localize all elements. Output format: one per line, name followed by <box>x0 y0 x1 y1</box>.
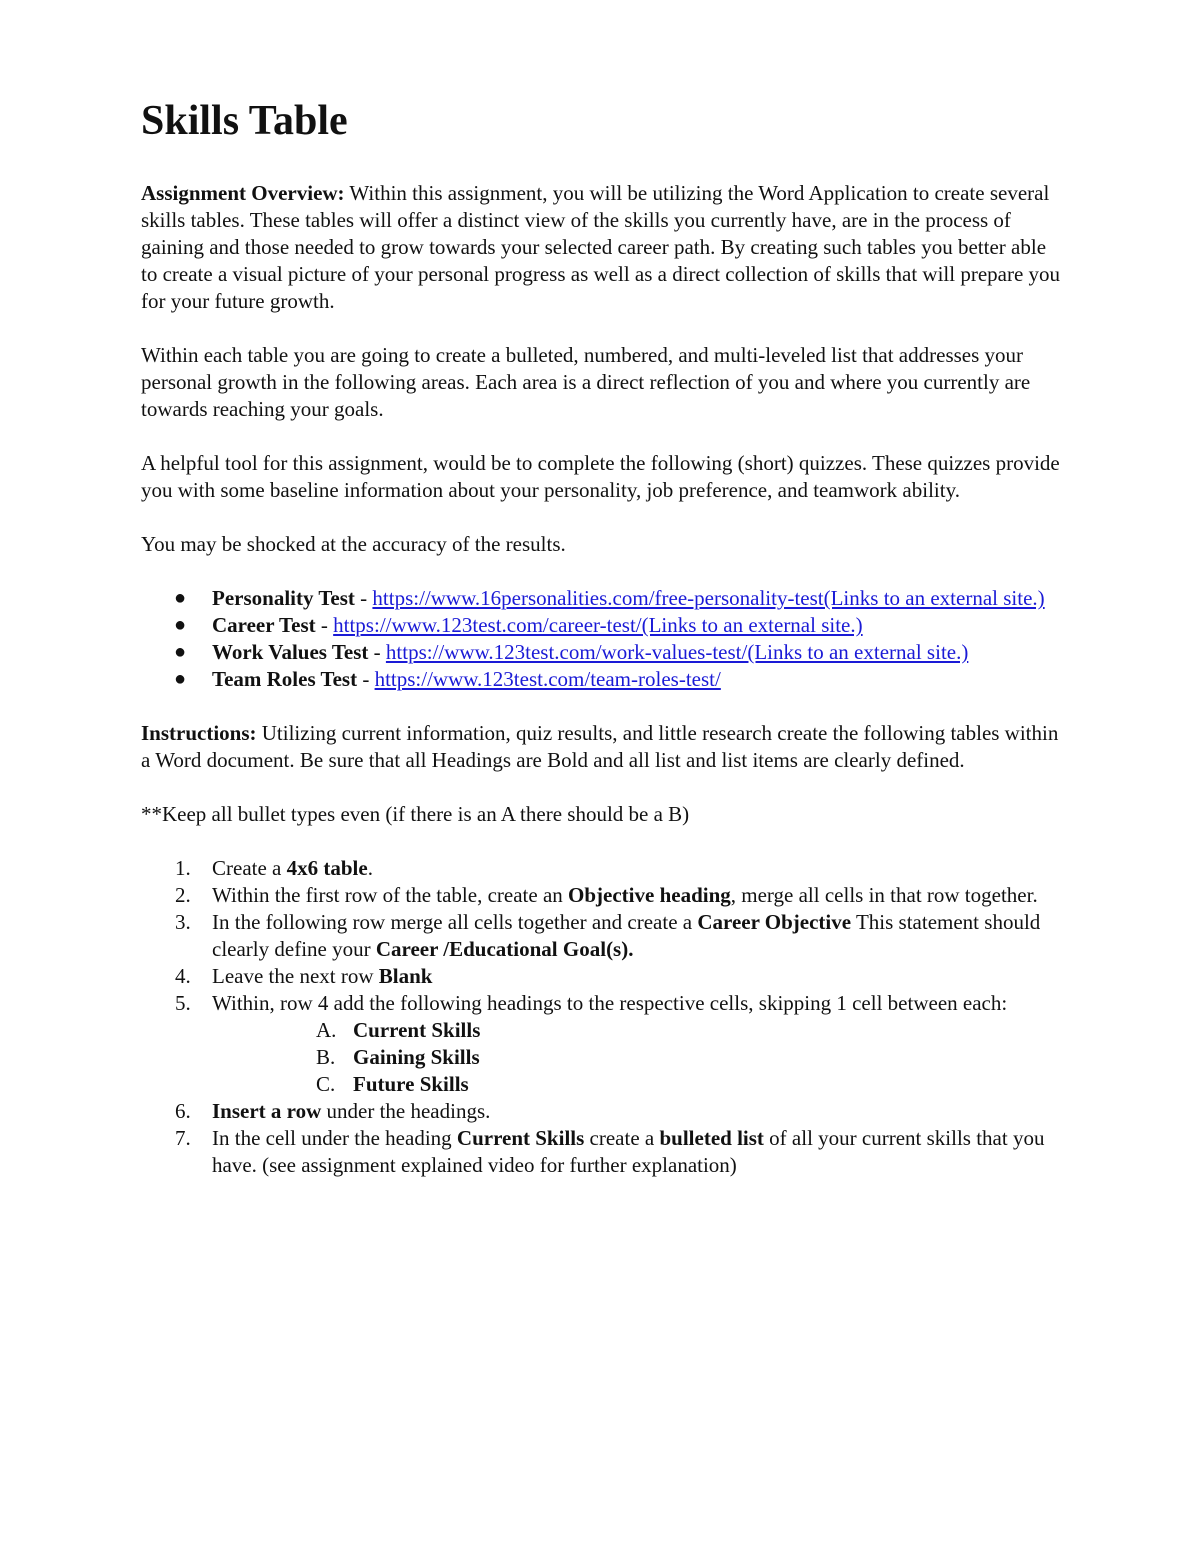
instructions-text: Utilizing current information, quiz results, and little research create the following tables within a Word document. Be sure that all Headings are Bold and all list and list items are clearly defined. <box>141 721 1059 772</box>
step-6 <box>141 1098 1061 1125</box>
accuracy-paragraph: You may be shocked at the accuracy of the results. <box>141 532 566 556</box>
overview-text: Within this assignment, you will be utilizing the Word Application to create several skills tables. These tables will offer a distinct view of the skills you currently have, are in the process of gaining and those needed to grow towards your selected career path. By creating such tables you better able to create a visual picture of your personal progress as well as a direct collection of skills that will prepare you for your future growth. <box>141 181 1061 313</box>
step-bold-text: Career /Educational Goal(s). <box>375 937 634 961</box>
personality-test-link[interactable]: https://www.16personalities.com/free-personality-test(Links to an external site.) <box>372 586 1045 610</box>
step-text: Leave the next row <box>212 964 379 988</box>
steps-list-continued <box>141 1098 1061 1179</box>
step-number: 7. <box>175 1126 191 1150</box>
steps-list <box>141 855 1061 1017</box>
test-name: Personality Test <box>212 586 355 610</box>
step-number: 6. <box>175 1099 191 1123</box>
headings-sublist <box>141 1017 1061 1098</box>
instructions-label: Instructions: <box>141 721 257 745</box>
sublist-item-gaining-skills <box>141 1044 1061 1071</box>
instructions-paragraph <box>141 720 1061 774</box>
document-body <box>141 96 1061 1179</box>
test-separator: - <box>368 640 386 664</box>
step-text: create a <box>584 1126 660 1150</box>
sublist-text: Gaining Skills <box>353 1045 480 1069</box>
test-name: Team Roles Test <box>212 667 358 691</box>
bullet-icon: ● <box>174 587 187 609</box>
assignment-overview-paragraph <box>141 180 1061 315</box>
bullet-types-note: **Keep all bullet types even (if there is an A there should be a B) <box>141 802 690 826</box>
work-values-test-link[interactable]: https://www.123test.com/work-values-test/(Links to an external site.) <box>385 640 969 664</box>
test-link-list <box>141 585 1061 693</box>
step-number: 4. <box>175 964 191 988</box>
sublist-letter: C. <box>316 1072 336 1096</box>
step-bold-text: Insert a row <box>212 1099 322 1123</box>
list-item-career-test <box>141 612 1061 639</box>
step-text: In the cell under the heading <box>212 1126 457 1150</box>
sublist-text: Current Skills <box>353 1018 481 1042</box>
step-number: 5. <box>175 991 191 1015</box>
step-number: 3. <box>175 910 191 934</box>
sublist-item-current-skills <box>141 1017 1061 1044</box>
bullet-icon: ● <box>174 614 187 636</box>
step-bold-text: Current Skills <box>456 1126 585 1150</box>
list-item-personality-test <box>141 585 1061 612</box>
step-number: 1. <box>175 856 191 880</box>
step-text: , merge all cells in that row together. <box>730 883 1038 907</box>
step-bold-text: Career Objective <box>697 910 852 934</box>
step-text: . <box>367 856 373 880</box>
step-3 <box>141 909 1061 963</box>
test-separator: - <box>357 667 375 691</box>
step-text: This statement should clearly define your <box>212 910 1041 961</box>
step-number: 2. <box>175 883 191 907</box>
test-name: Work Values Test <box>212 640 369 664</box>
step-2 <box>141 882 1061 909</box>
sublist-letter: A. <box>316 1018 337 1042</box>
document-title: Skills Table <box>141 98 348 144</box>
bullet-icon: ● <box>174 641 187 663</box>
step-text: In the following row merge all cells together and create a <box>212 910 698 934</box>
sublist-item-future-skills <box>141 1071 1061 1098</box>
step-bold-text: Objective heading <box>568 883 731 907</box>
sublist-text: Future Skills <box>353 1072 469 1096</box>
step-text: of all your current skills that you have. (see assignment explained video for further explanation) <box>212 1126 1045 1177</box>
lists-paragraph: Within each table you are going to create a bulleted, numbered, and multi-leveled list that addresses your personal growth in the following areas. Each area is a direct reflection of you and where you currently are towards reaching your goals. <box>141 343 1031 421</box>
sublist-letter: B. <box>316 1045 336 1069</box>
team-roles-test-link[interactable]: https://www.123test.com/team-roles-test/ <box>374 667 721 691</box>
step-text: Within the first row of the table, create an <box>212 883 569 907</box>
step-text: Create a <box>212 856 287 880</box>
test-name: Career Test <box>212 613 316 637</box>
step-7 <box>141 1125 1061 1179</box>
test-separator: - <box>315 613 334 637</box>
list-item-work-values-test <box>141 639 1061 666</box>
list-item-team-roles-test <box>141 666 1061 693</box>
step-bold-text: Blank <box>378 964 433 988</box>
helpful-tool-paragraph: A helpful tool for this assignment, would be to complete the following (short) quizzes. These quizzes provide you with some baseline information about your personality, job preference, and teamwork ability. <box>141 451 1060 502</box>
step-bold-text: bulleted list <box>659 1126 764 1150</box>
bullet-icon: ● <box>174 668 187 690</box>
step-text: under the headings. <box>321 1099 491 1123</box>
test-separator: - <box>354 586 373 610</box>
step-4 <box>141 963 1061 990</box>
step-text: Within, row 4 add the following headings to the respective cells, skipping 1 cell between each: <box>212 991 1008 1015</box>
step-bold-text: 4x6 table <box>286 856 368 880</box>
overview-label: Assignment Overview: <box>141 181 345 205</box>
step-1 <box>141 855 1061 882</box>
career-test-link[interactable]: https://www.123test.com/career-test/(Links to an external site.) <box>333 613 863 637</box>
step-5 <box>141 990 1061 1017</box>
